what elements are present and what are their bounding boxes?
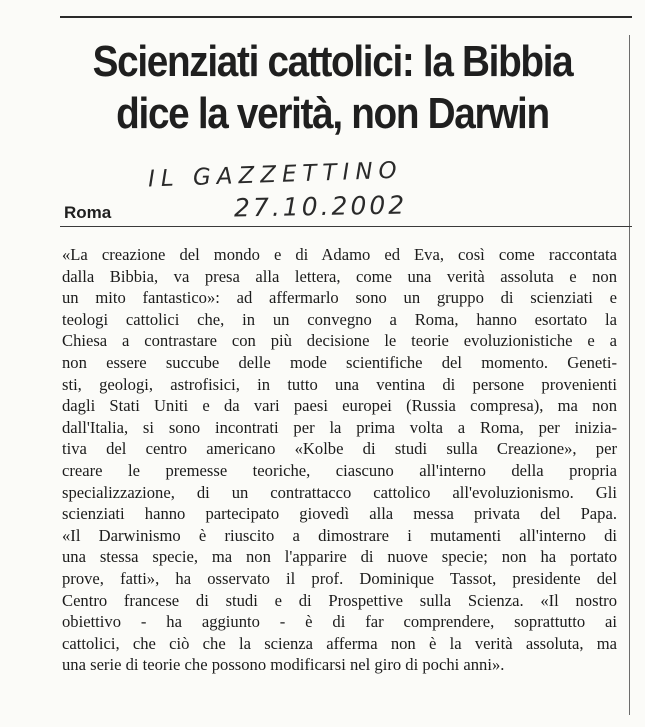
body-line: teologi cattolici che, in un convegno a Roma, hanno esortato la xyxy=(62,309,617,329)
body-line: sti, geologi, astrofisici, in tutto una ventina di persone provenienti xyxy=(62,374,617,394)
body-line: specializzazione, di un contrattacco cattolico all'evoluzionismo. Gli xyxy=(62,482,617,502)
dateline: Roma xyxy=(64,203,112,222)
article-body xyxy=(62,244,617,676)
body-line: dagli Stati Uniti e da vari paesi europei (Russia compresa), ma non xyxy=(62,396,617,416)
body-line: non essere succube delle mode scientifiche del momento. Geneti- xyxy=(62,352,617,372)
body-line: tiva del centro americano «Kolbe di studi sulla Creazione», per xyxy=(62,439,617,459)
dateline-rule xyxy=(60,226,632,227)
body-line: dall'Italia, si sono incontrati per la prima volta a Roma, per inizia- xyxy=(62,417,617,437)
body-line: una stessa specie, ma non l'apparire di nuove specie; non ha portato xyxy=(62,547,617,567)
body-line: una serie di teorie che possono modificarsi nel giro di pochi anni». xyxy=(62,655,505,675)
body-line: Chiesa a contrastare con più decisione le teorie evoluzionistiche e a xyxy=(62,331,617,351)
body-line: «Il Darwinismo è riuscito a dimostrare i mutamenti all'interno di xyxy=(62,525,617,545)
column-rule xyxy=(629,35,630,715)
body-line: Centro francese di studi e di Prospettive sulla Scienza. «Il nostro xyxy=(62,590,617,610)
body-line: prove, fatti», ha osservato il prof. Dominique Tassot, presidente del xyxy=(62,568,617,588)
top-rule xyxy=(60,16,632,18)
headline-line-1: Scienziati cattolici: la Bibbia xyxy=(92,37,573,86)
body-line: scienziati hanno partecipato giovedì alla messa privata del Papa. xyxy=(62,504,617,524)
body-line: dalla Bibbia, va presa alla lettera, come una verità assoluta e non xyxy=(62,266,617,286)
body-line: cattolici, che ciò che la scienza afferma non è la verità assoluta, ma xyxy=(62,633,617,653)
handwritten-source: IL GAZZETTINO xyxy=(147,157,404,193)
body-line: «La creazione del mondo e di Adamo ed Eva, così come raccontata xyxy=(62,245,617,264)
body-line: creare le premesse teoriche, ciascuno all'interno della propria xyxy=(62,460,617,480)
headline-line-2: dice la verità, non Darwin xyxy=(116,89,549,138)
body-line: obiettivo - ha aggiunto - è di far comprendere, soprattutto ai xyxy=(62,612,617,632)
body-line: un mito fantastico»: ad affermarlo sono un gruppo di scienziati e xyxy=(62,288,617,308)
headline xyxy=(75,36,590,140)
handwritten-date: 27.10.2002 xyxy=(233,190,408,223)
